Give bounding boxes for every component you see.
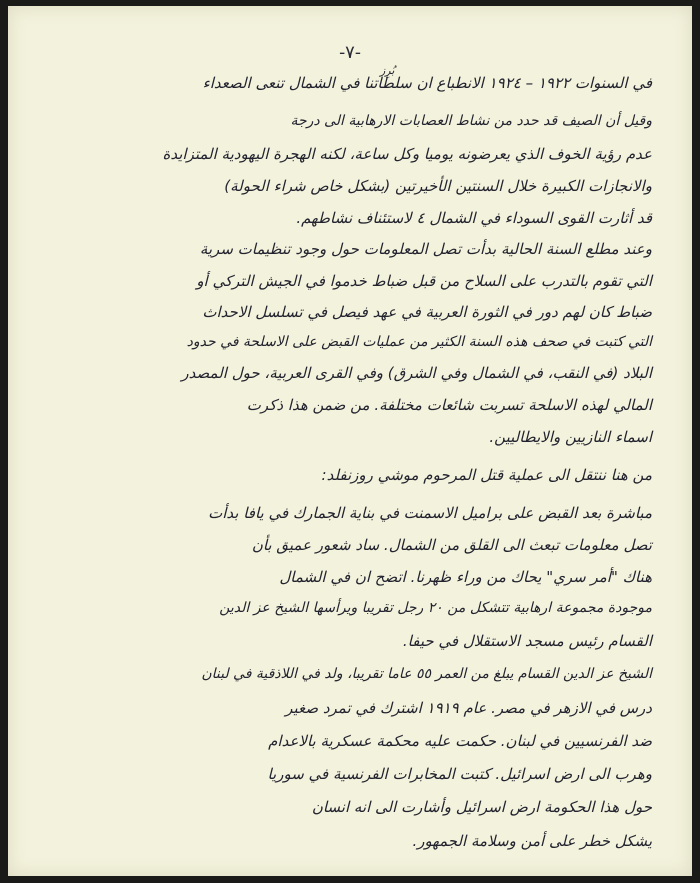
page-number: -٧-: [339, 42, 361, 63]
text-line: موجودة مجموعة ارهابية تتشكل من ٢٠ رجل تقريبا ويرأسها الشيخ عز الدين: [219, 600, 652, 616]
text-line: والانجازات الكبيرة خلال السنتين الأخيرتين (بشكل خاص شراء الحولة): [224, 177, 652, 195]
text-line: التي كتبت في صحف هذه السنة الكثير من عمليات القبض على الاسلحة في حدود: [186, 334, 652, 350]
text-line: وهرب الى ارض اسرائيل. كتبت المخابرات الفرنسية في سوريا: [267, 765, 652, 783]
text-line: وقيل أن الصيف قد حدد من نشاط العصابات الارهابية الى درجة: [290, 113, 652, 129]
document-page: [8, 6, 692, 876]
text-line: من هنا ننتقل الى عملية قتل المرحوم موشي روزنفلد:: [321, 466, 652, 484]
text-line: هناك "أمر سري" يحاك من وراء ظهرنا. اتضح ان في الشمال: [279, 568, 652, 586]
text-line: عدم رؤية الخوف الذي يعرضونه يوميا وكل ساعة، لكنه الهجرة اليهودية المتزايدة: [162, 145, 652, 163]
text-line: وعند مطلع السنة الحالية بدأت تصل المعلومات حول وجود تنظيمات سرية: [199, 240, 652, 258]
text-line: قد أثارت القوى السوداء في الشمال ٤ لاستئناف نشاطهم.: [296, 209, 652, 227]
text-line: يشكل خطر على أمن وسلامة الجمهور.: [412, 832, 652, 850]
text-line: ضد الفرنسيين في لبنان. حكمت عليه محكمة عسكرية بالاعدام: [268, 732, 652, 750]
text-line: تصل معلومات تبعث الى القلق من الشمال. ساد شعور عميق بأن: [251, 536, 652, 554]
text-line: درس في الازهر في مصر. عام ١٩١٩ اشترك في تمرد صغير: [285, 699, 652, 717]
text-line: حول هذا الحكومة ارض اسرائيل وأشارت الى انه انسان: [311, 798, 652, 816]
text-line: الشيخ عز الدين القسام يبلغ من العمر ٥٥ عاما تقريبا، ولد في اللاذقية في لبنان: [201, 666, 652, 682]
text-line: مباشرة بعد القبض على براميل الاسمنت في بناية الجمارك في يافا بدأت: [208, 504, 652, 522]
text-line: البلاد (في النقب، في الشمال وفي الشرق) وفي القرى العربية، حول المصدر: [181, 364, 652, 382]
text-line: التي تقوم بالتدرب على السلاح من قبل ضباط خدموا في الجيش التركي أو: [196, 272, 652, 290]
text-line: في السنوات ١٩٢٢ – ١٩٢٤ الانطباع ان سلطاتنا في الشمال تنعى الصعداء: [202, 74, 652, 92]
insertion-above-line: بُرِز: [380, 64, 395, 77]
text-line: القسام رئيس مسجد الاستقلال في حيفا.: [402, 632, 652, 650]
text-line: المالي لهذه الاسلحة تسربت شائعات مختلفة. من ضمن هذا ذكرت: [246, 396, 652, 414]
text-line: ضباط كان لهم دور في الثورة العربية في عهد فيصل في تسلسل الاحداث: [202, 303, 652, 321]
text-line: اسماء النازيين والايطاليين.: [489, 428, 652, 446]
